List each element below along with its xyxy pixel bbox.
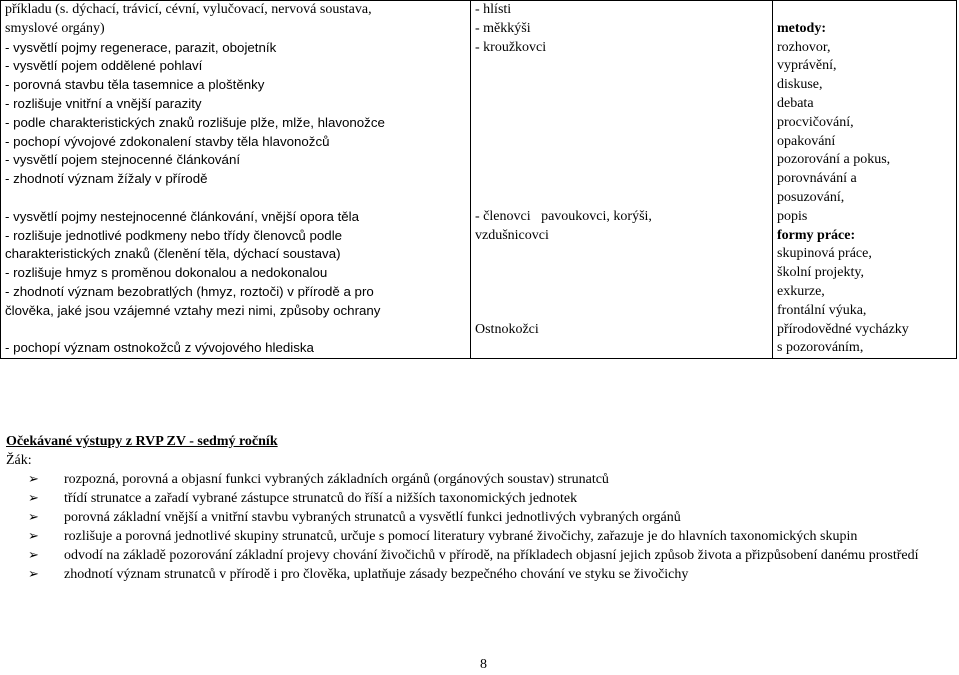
text-line: - vysvětlí pojem stejnocenné článkování <box>5 152 241 168</box>
text-line: - měkkýši <box>475 20 531 36</box>
arrow-bullet-icon: ➢ <box>28 491 39 506</box>
text-line: - členovci pavoukovci, korýši, <box>475 208 652 224</box>
text-line: skupinová práce, <box>777 246 872 262</box>
text-line: porovnávání a <box>777 171 857 187</box>
list-item <box>6 546 956 565</box>
col1-block2 <box>5 208 466 321</box>
text-line: - vysvětlí pojmy regenerace, parazit, obojetník <box>5 39 277 55</box>
list-item <box>6 508 956 527</box>
text-line: frontální výuka, <box>777 302 867 318</box>
text-line: - zhodnotí význam bezobratlých (hmyz, roztoči) v přírodě a pro <box>5 283 374 299</box>
text-line: - kroužkovci <box>475 39 547 55</box>
text-line: diskuse, <box>777 77 823 93</box>
text-line: opakování <box>777 133 836 149</box>
col1-block3 <box>5 339 466 358</box>
outcomes-column <box>1 1 471 359</box>
spacer <box>475 245 768 320</box>
list-item-text: porovná základní vnější a vnitřní stavbu vybraných strunatců a vysvětlí funkci jednotlivých vybraných orgánů <box>64 510 681 525</box>
text-line: Ostnokožci <box>475 321 539 337</box>
col2-block2 <box>475 208 768 246</box>
text-line: vzdušnicovci <box>475 227 549 243</box>
spacer <box>5 321 466 340</box>
list-item-text: odvodí na základě pozorování základní projevy chování živočichů v přírodě, na příkladech objasní jejich způsob života a přizpůsobení danému prostředí <box>64 548 919 563</box>
text-line: - zhodnotí význam žížaly v přírodě <box>5 171 208 187</box>
outcomes-list <box>6 470 956 584</box>
text-line: - vysvětlí pojem oddělené pohlaví <box>5 58 203 74</box>
text-line: - vysvětlí pojmy nestejnocenné článkování, vnější opora těla <box>5 208 360 224</box>
text-line: - hlísti <box>475 2 512 17</box>
list-item <box>6 470 956 489</box>
list-item-text: rozpozná, porovná a objasní funkci vybraných základních orgánů (orgánových soustav) strunatců <box>64 472 609 487</box>
col2-block3 <box>475 321 768 340</box>
spacer <box>475 57 768 207</box>
arrow-bullet-icon: ➢ <box>28 510 39 525</box>
text-line: pozorování a pokus, <box>777 152 891 168</box>
arrow-bullet-icon: ➢ <box>28 472 39 487</box>
outcomes-title: Očekávané výstupy z RVP ZV - sedmý ročník <box>6 434 278 449</box>
text-line: charakteristických znaků (členění těla, dýchací soustava) <box>5 246 341 262</box>
arrow-bullet-icon: ➢ <box>28 548 39 563</box>
text-line: rozhovor, <box>777 39 831 55</box>
col2-block1 <box>475 1 768 57</box>
text-line: vyprávění, <box>777 58 837 74</box>
text-line: příkladu (s. dýchací, trávicí, cévní, vylučovací, nervová soustava, <box>5 2 372 17</box>
arrow-bullet-icon: ➢ <box>28 529 39 544</box>
outcomes-subject: Žák: <box>6 453 32 468</box>
text-line: přírodovědné vycházky <box>777 321 909 337</box>
methods-column <box>773 1 957 359</box>
list-item <box>6 527 956 546</box>
spacer <box>777 1 952 20</box>
col1-block1 <box>5 1 466 189</box>
text-line: popis <box>777 208 808 224</box>
list-item <box>6 489 956 508</box>
text-line: smyslové orgány) <box>5 20 105 36</box>
text-line: s pozorováním, <box>777 340 864 356</box>
page-number: 8 <box>480 657 487 672</box>
text-line: - rozlišuje vnitřní a vnější parazity <box>5 95 202 111</box>
spacer <box>5 189 466 208</box>
arrow-bullet-icon: ➢ <box>28 567 39 582</box>
text-line: člověka, jaké jsou vzájemné vztahy mezi nimi, způsoby ochrany <box>5 302 381 318</box>
list-item-text: třídí strunatce a zařadí vybrané zástupce strunatců do říší a nižších taxonomických jednotek <box>64 491 578 506</box>
text-line: - pochopí význam ostnokožců z vývojového hlediska <box>5 340 314 356</box>
text-line: posuzování, <box>777 189 845 205</box>
text-line: exkurze, <box>777 283 825 299</box>
text-line: školní projekty, <box>777 265 864 281</box>
topics-column <box>471 1 773 359</box>
text-line: procvičování, <box>777 114 854 130</box>
text-line: - rozlišuje hmyz s proměnou dokonalou a nedokonalou <box>5 265 328 281</box>
text-line: - pochopí vývojové zdokonalení stavby těla hlavonožců <box>5 133 330 149</box>
methods-label: metody: <box>777 20 826 36</box>
text-line: debata <box>777 95 814 111</box>
text-line: - podle charakteristických znaků rozlišuje plže, mlže, hlavonožce <box>5 114 385 130</box>
expected-outcomes-section <box>6 432 956 584</box>
list-item <box>6 565 956 584</box>
work-forms-label: formy práce: <box>777 227 856 243</box>
list-item-text: zhodnotí význam strunatců v přírodě i pro člověka, uplatňuje zásady bezpečného chování ve styku se živočichy <box>64 567 689 582</box>
list-item-text: rozlišuje a porovná jednotlivé skupiny strunatců, určuje s pomocí literatury vybrané živočichy, zařazuje je do hlavních taxonomických skupin <box>64 529 858 544</box>
text-line: - rozlišuje jednotlivé podkmeny nebo třídy členovců podle <box>5 227 343 243</box>
text-line: - porovná stavbu těla tasemnice a ploštěnky <box>5 77 265 93</box>
